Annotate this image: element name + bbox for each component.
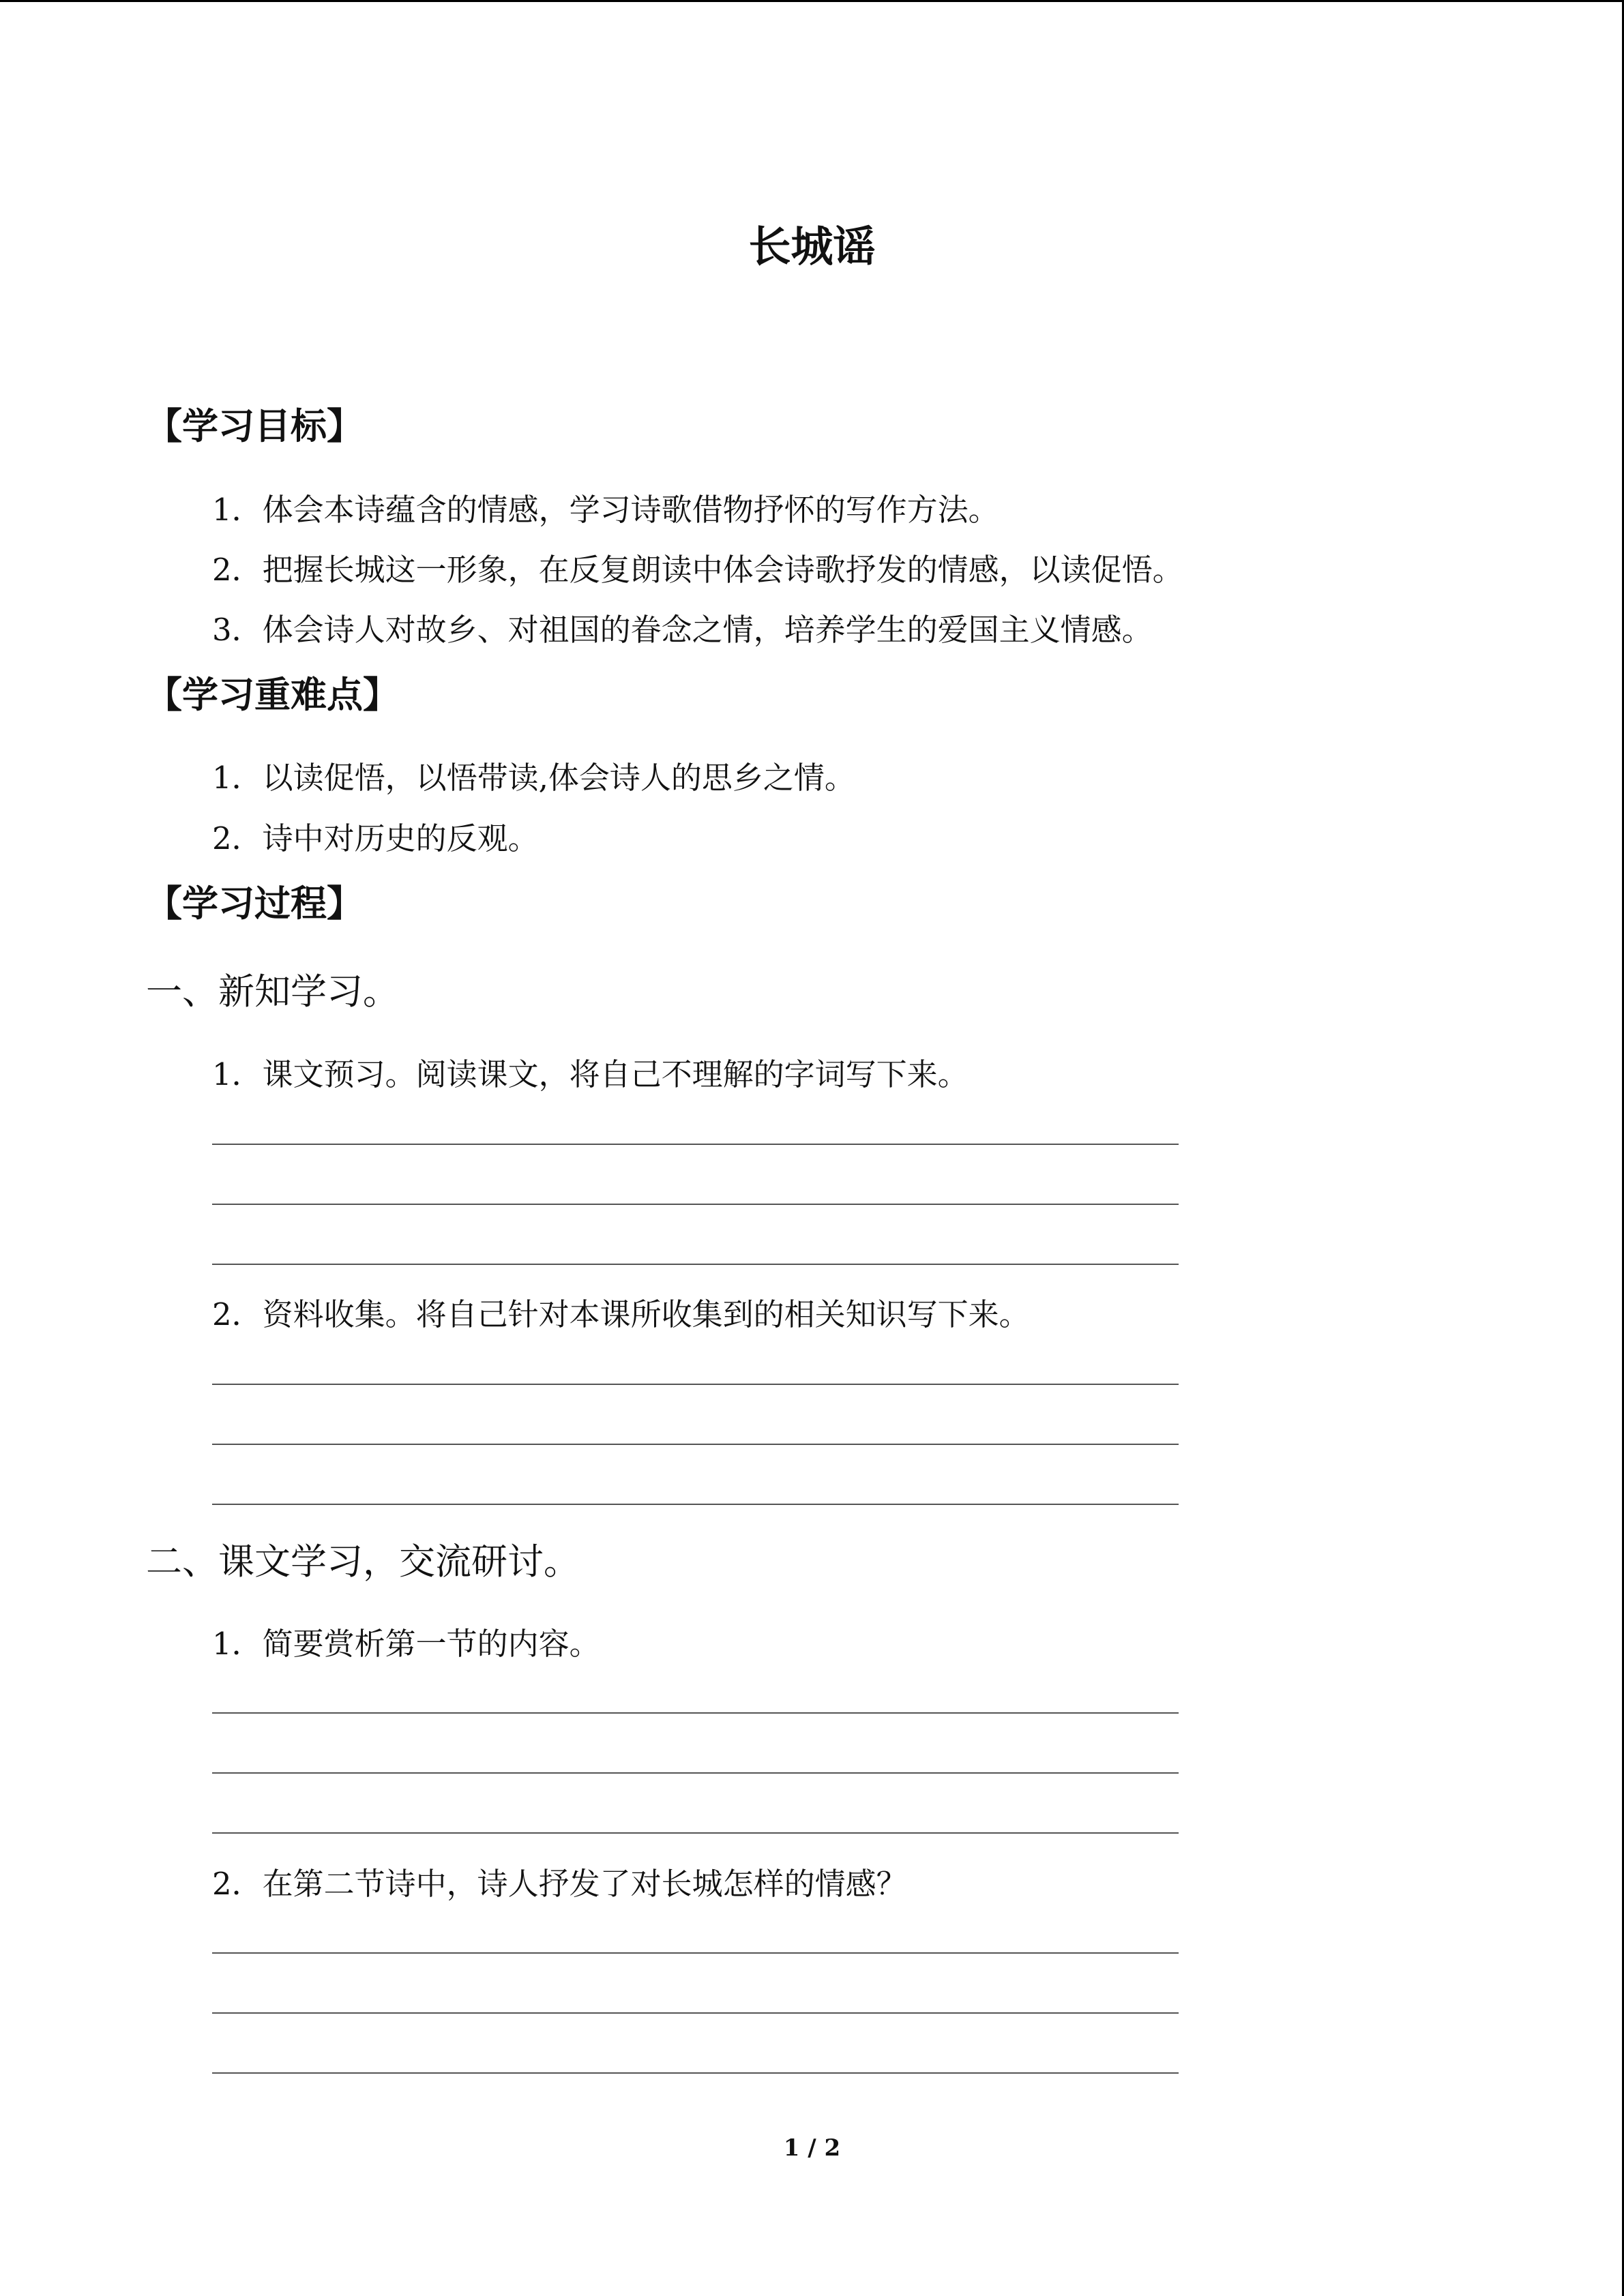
section-2-title: 二、课文学习，交流研讨。 [146, 1541, 580, 1583]
key-points-heading: 【学习重难点】 [146, 674, 399, 716]
answer-line[interactable] [212, 1952, 1179, 1954]
answer-line[interactable] [212, 1264, 1179, 1265]
answer-line[interactable] [212, 1384, 1179, 1385]
answer-line[interactable] [212, 2012, 1179, 2014]
answer-line[interactable] [212, 1772, 1179, 1774]
section-2-question-2: 2．在第二节诗中，诗人抒发了对长城怎样的情感？ [212, 1866, 907, 1902]
section-1-title: 一、新知学习。 [146, 971, 399, 1013]
answer-line[interactable] [212, 1444, 1179, 1445]
answer-line[interactable] [212, 1204, 1179, 1205]
process-heading: 【学习过程】 [146, 883, 363, 925]
goals-heading: 【学习目标】 [146, 406, 363, 447]
goal-item-3: 3．体会诗人对故乡、对祖国的眷念之情，培养学生的爱国主义情感。 [212, 612, 1153, 648]
answer-line[interactable] [212, 1832, 1179, 1834]
key-point-item-2: 2．诗中对历史的反观。 [212, 820, 539, 856]
page-title: 长城谣 [748, 222, 876, 271]
answer-line[interactable] [212, 1504, 1179, 1505]
page-border-top [0, 0, 1624, 2]
answer-line[interactable] [212, 1712, 1179, 1714]
section-1-question-2: 2．资料收集。将自己针对本课所收集到的相关知识写下来。 [212, 1296, 1030, 1332]
section-2-question-1: 1．简要赏析第一节的内容。 [212, 1626, 600, 1662]
goal-item-1: 1．体会本诗蕴含的情感，学习诗歌借物抒怀的写作方法。 [212, 492, 999, 528]
answer-line[interactable] [212, 1144, 1179, 1145]
answer-line[interactable] [212, 2072, 1179, 2074]
key-point-item-1: 1．以读促悟，以悟带读,体会诗人的思乡之情。 [212, 760, 855, 796]
page-number: 1 / 2 [783, 2134, 841, 2162]
goal-item-2: 2．把握长城这一形象，在反复朗读中体会诗歌抒发的情感，以读促悟。 [212, 552, 1183, 588]
section-1-question-1: 1．课文预习。阅读课文，将自己不理解的字词写下来。 [212, 1056, 969, 1092]
